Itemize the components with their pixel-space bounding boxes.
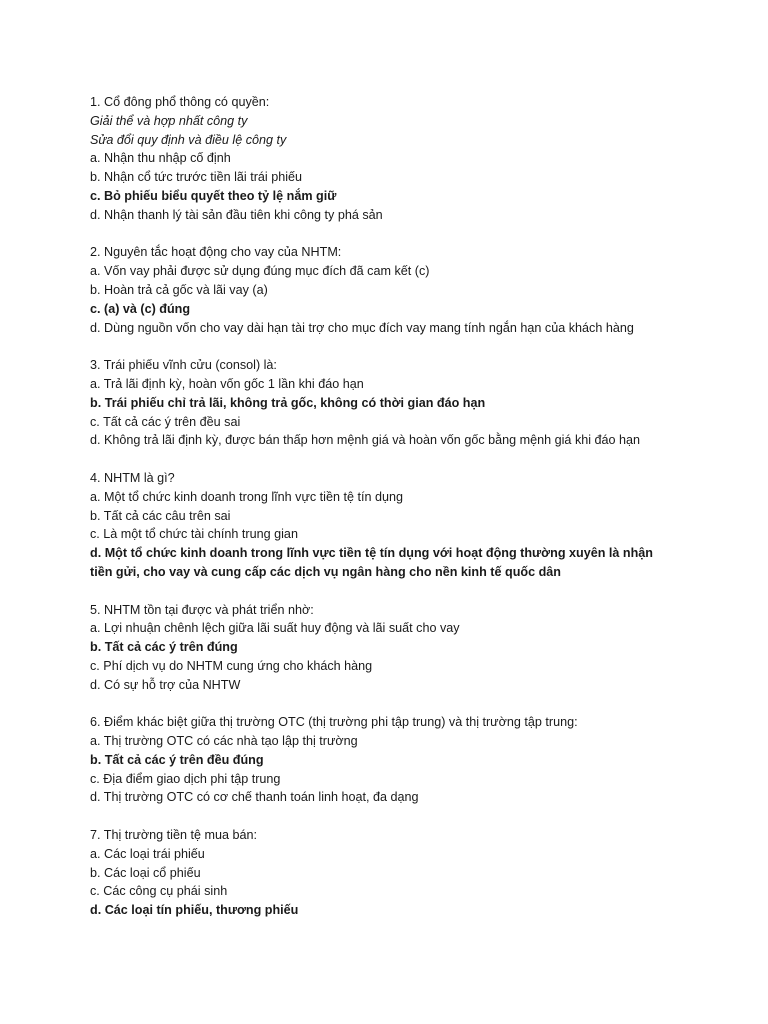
option-a: a. Các loại trái phiếu	[90, 846, 205, 861]
option-b-correct: b. Trái phiếu chỉ trả lãi, không trả gốc, không có thời gian đáo hạn	[90, 395, 486, 410]
option-d: d. Thị trường OTC có cơ chế thanh toán linh hoạt, đa dạng	[90, 790, 419, 805]
option-b-correct: b. Tất cả các ý trên đều đúng	[90, 752, 264, 767]
question-4	[90, 469, 690, 582]
question-note: Sửa đổi quy định và điều lệ công ty	[90, 132, 287, 147]
option-b-correct: b. Tất cả các ý trên đúng	[90, 640, 238, 655]
question-note: Giải thể và hợp nhất công ty	[90, 113, 248, 128]
option-d: d. Dùng nguồn vốn cho vay dài hạn tài trợ cho mục đích vay mang tính ngắn hạn của khách hàng	[90, 320, 634, 335]
option-a: a. Lợi nhuận chênh lệch giữa lãi suất huy động và lãi suất cho vay	[90, 621, 460, 636]
option-d-correct: d. Các loại tín phiếu, thương phiếu	[90, 903, 299, 918]
question-3	[90, 356, 690, 450]
option-c: c. Địa điểm giao dịch phi tập trung	[90, 771, 281, 786]
question-5	[90, 601, 690, 695]
option-a: a. Trả lãi định kỳ, hoàn vốn gốc 1 lần khi đáo hạn	[90, 376, 364, 391]
question-7	[90, 826, 690, 920]
document-body	[90, 93, 690, 939]
option-c-correct: c. (a) và (c) đúng	[90, 301, 191, 316]
option-a: a. Một tổ chức kinh doanh trong lĩnh vực tiền tệ tín dụng	[90, 489, 403, 504]
option-b: b. Tất cả các câu trên sai	[90, 508, 231, 523]
question-prompt: 3. Trái phiếu vĩnh cửu (consol) là:	[90, 358, 277, 373]
option-a: a. Thị trường OTC có các nhà tạo lập thị trường	[90, 734, 358, 749]
question-prompt: 2. Nguyên tắc hoạt động cho vay của NHTM:	[90, 245, 342, 260]
question-prompt: 5. NHTM tồn tại được và phát triển nhờ:	[90, 602, 314, 617]
question-prompt: 4. NHTM là gì?	[90, 470, 175, 485]
option-c: c. Tất cả các ý trên đều sai	[90, 414, 241, 429]
option-c: c. Phí dịch vụ do NHTM cung ứng cho khách hàng	[90, 658, 373, 673]
option-c-correct: c. Bỏ phiếu biểu quyết theo tỷ lệ nắm giữ	[90, 188, 337, 203]
option-c: c. Là một tổ chức tài chính trung gian	[90, 527, 298, 542]
option-d: d. Không trả lãi định kỳ, được bán thấp hơn mệnh giá và hoàn vốn gốc bằng mệnh giá khi đáo hạn	[90, 433, 641, 448]
option-b: b. Hoàn trả cả gốc và lãi vay (a)	[90, 282, 268, 297]
option-a: a. Nhận thu nhập cố định	[90, 151, 231, 166]
option-b: b. Nhận cổ tức trước tiền lãi trái phiếu	[90, 170, 303, 185]
option-d: d. Nhận thanh lý tài sản đầu tiên khi công ty phá sản	[90, 207, 383, 222]
question-prompt: 7. Thị trường tiền tệ mua bán:	[90, 828, 257, 843]
option-a: a. Vốn vay phải được sử dụng đúng mục đích đã cam kết (c)	[90, 264, 430, 279]
question-prompt: 6. Điểm khác biệt giữa thị trường OTC (thị trường phi tập trung) và thị trường tập trung:	[90, 715, 578, 730]
option-b: b. Các loại cổ phiếu	[90, 865, 201, 880]
question-2	[90, 243, 690, 337]
question-1	[90, 93, 690, 225]
option-d: d. Có sự hỗ trợ của NHTW	[90, 677, 241, 692]
option-c: c. Các công cụ phái sinh	[90, 884, 228, 899]
question-prompt: 1. Cổ đông phổ thông có quyền:	[90, 95, 270, 109]
option-d-correct: d. Một tổ chức kinh doanh trong lĩnh vực tiền tệ tín dụng với hoạt động thường xuyên là nhận tiền gửi, cho vay và cung cấp các dịch vụ ngân hàng cho nền kinh tế quốc dân	[90, 546, 653, 579]
question-6	[90, 713, 690, 807]
